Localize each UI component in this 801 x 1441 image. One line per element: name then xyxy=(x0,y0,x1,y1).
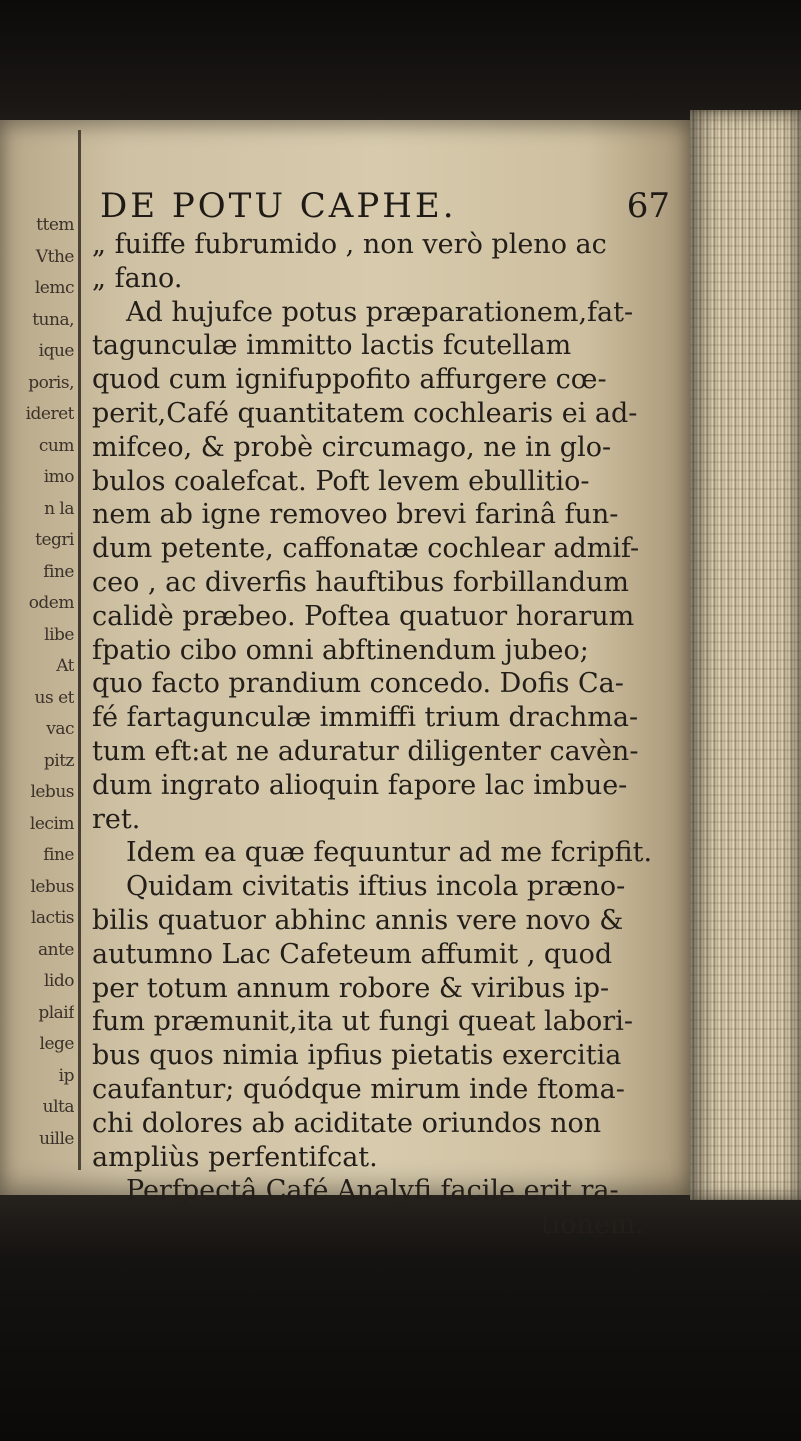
fragment-line: lebus xyxy=(30,876,74,897)
text-line: Quidam civitatis iftius incola præno- xyxy=(126,871,626,903)
fragment-line: tegri xyxy=(35,530,74,550)
fragment-line: tuna, xyxy=(32,309,74,330)
text-line: nem ab igne removeo brevi farinâ fun- xyxy=(92,499,619,531)
body-text xyxy=(92,228,684,1242)
fragment-line: imo xyxy=(43,467,74,487)
text-line: Idem ea quæ fequuntur ad me fcripfit. xyxy=(126,837,653,869)
text-line: mifceo, & probè circumago, ne in glo- xyxy=(92,431,612,463)
fragment-line: lido xyxy=(44,971,74,991)
fragment-line: lebus xyxy=(30,782,74,802)
text-line: fpatio cibo omni abftinendum jubeo; xyxy=(92,634,589,666)
fragment-line: us et xyxy=(34,687,74,708)
fragment-line: Vthe xyxy=(35,246,74,267)
text-line: bulos coalefcat. Poft levem ebullitio- xyxy=(92,465,590,497)
text-line: fum præmunit,ita ut fungi queat labori- xyxy=(92,1006,633,1038)
text-line: autumno Lac Cafeteum affumit , quod xyxy=(92,938,613,970)
text-line: quo facto prandium concedo. Dofis Ca- xyxy=(92,668,624,700)
text-line: ceo , ac diverfis hauftibus forbillandum xyxy=(92,566,629,598)
running-title: DE POTU CAPHE. xyxy=(100,186,457,226)
text-line: dum petente, caffonatæ cochlear admif- xyxy=(92,533,640,565)
text-line: ret. xyxy=(92,803,141,835)
text-line: dum ingrato alioquin fapore lac imbue- xyxy=(92,769,628,801)
fragment-line: lecim xyxy=(29,813,74,834)
fragment-line: ideret xyxy=(25,404,74,424)
text-line: fé fartagunculæ immiffi trium drachma- xyxy=(92,702,639,734)
fragment-line: lemc xyxy=(34,278,74,298)
fragment-line: fine xyxy=(43,561,74,582)
page-edges-texture xyxy=(690,110,801,1200)
fragment-line: uille xyxy=(39,1128,74,1149)
text-line: quod cum ignifuppofito affurgere cœ- xyxy=(92,364,607,396)
text-line: chi dolores ab aciditate oriundos non xyxy=(92,1107,602,1139)
fragment-line: At xyxy=(56,656,74,676)
fragment-line: plaif xyxy=(38,1002,74,1023)
book-gutter-line xyxy=(78,130,81,1170)
text-line: perit,Café quantitatem cochlearis ei ad- xyxy=(92,397,638,429)
text-line: tagunculæ immitto lactis fcutellam xyxy=(92,330,572,362)
text-line: „ fano. xyxy=(92,262,183,294)
fragment-line: ip xyxy=(58,1065,74,1086)
text-line: Perfpectâ Café Analyfi facile erit ra- xyxy=(126,1175,619,1207)
text-line: caufantur; quódque mirum inde ftoma- xyxy=(92,1073,625,1105)
text-line: tum eft:at ne aduratur diligenter cavèn- xyxy=(92,735,639,767)
text-line: ampliùs perfentifcat. xyxy=(92,1141,378,1173)
fragment-line: pitz xyxy=(43,750,74,771)
fragment-line: libe xyxy=(44,624,74,645)
fragment-line: lactis xyxy=(30,908,74,928)
fragment-line: ique xyxy=(38,341,74,361)
fragment-line: odem xyxy=(28,593,74,613)
fragment-line: fine xyxy=(43,845,74,865)
fragment-line: vac xyxy=(46,719,74,739)
fragment-line: n la xyxy=(44,498,74,519)
fragment-line: ttem xyxy=(36,215,74,235)
fragment-line: ante xyxy=(38,939,74,960)
text-line: calidè præbeo. Poftea quatuor horarum xyxy=(92,600,635,632)
text-line: „ fuiffe fubrumido , non verò pleno ac xyxy=(92,229,607,260)
fragment-line: poris, xyxy=(28,372,74,393)
text-line: bilis quatuor abhinc annis vere novo & xyxy=(92,904,624,936)
text-line: tionem. xyxy=(540,1209,644,1241)
fragment-line: lege xyxy=(39,1034,74,1054)
page-number: 67 xyxy=(626,186,670,226)
fragment-line: cum xyxy=(38,435,74,456)
text-line: Ad hujufce potus præparationem,fat- xyxy=(126,296,634,328)
text-line: bus quos nimia ipfius pietatis exercitia xyxy=(92,1040,622,1072)
fragment-line: ulta xyxy=(42,1097,74,1117)
previous-page-fragments xyxy=(2,210,74,1155)
page-header xyxy=(100,186,670,226)
text-line: per totum annum robore & viribus ip- xyxy=(92,972,610,1004)
